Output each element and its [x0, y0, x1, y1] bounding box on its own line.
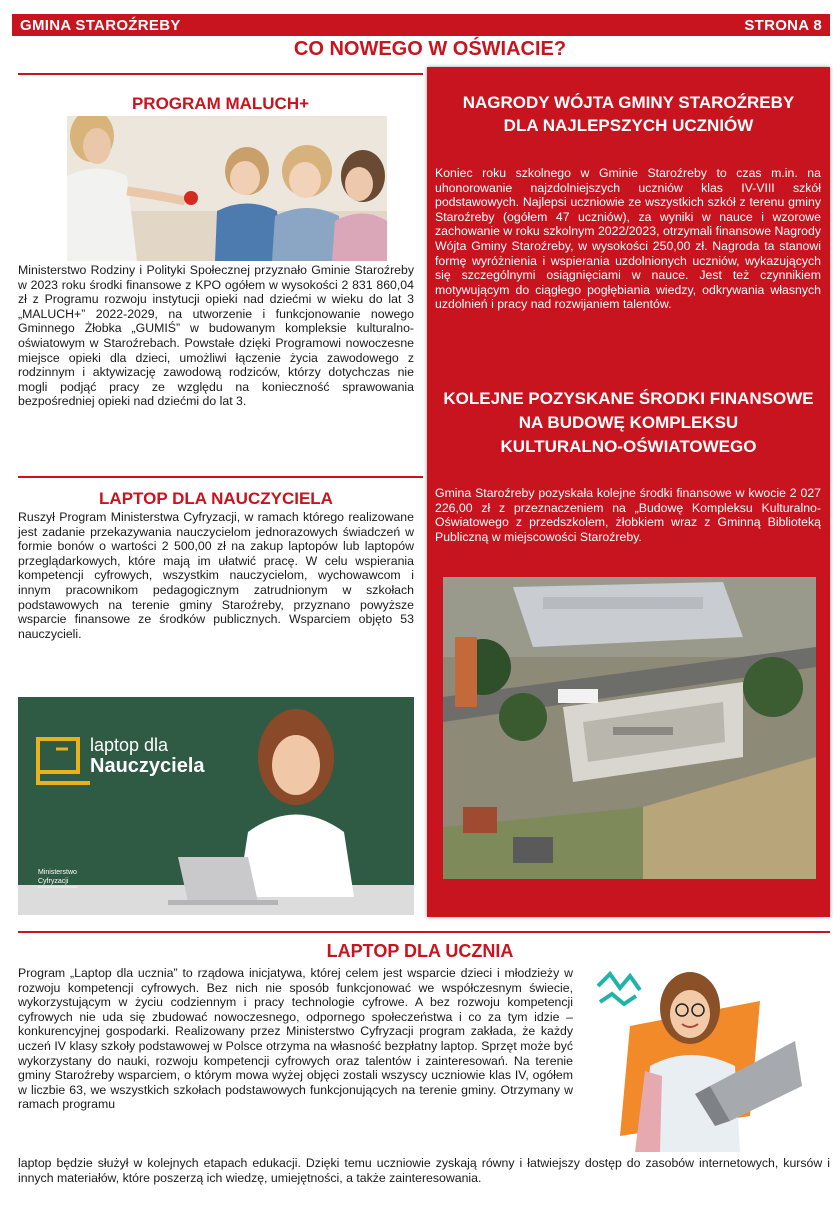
student-photo — [590, 966, 820, 1152]
header-gmina: GMINA STAROŹREBY — [20, 16, 181, 34]
laptop-teacher-text: Ruszył Program Ministerstwa Cyfryzacji, w ramach którego realizowane jest zadanie przekazywania nauczycielom jednorazowych świadczeń w formie bonów o wartości 2 500,00 zł na zakup laptopów lub laptopów przeglądarkowych, które mają im ułatwić pracę. W celu wspierania kompetencji cyfrowych, wszystkim nauczycielom, wychowawcom i innym pracownikom pedagogicznym zatrudnionym w szkołach podstawowych na terenie gminy Staroźreby, przyznano powyższe wsparcie finansowe ze środków publicznych. Wsparciem objęto 53 nauczycieli. — [18, 510, 414, 641]
laptop-student-title: LAPTOP DLA UCZNIA — [326, 941, 514, 961]
banner-ministry-1: Ministerstwo — [38, 869, 77, 876]
banner-laptop-dla: laptop dla — [90, 735, 169, 755]
laptop-teacher-banner — [18, 697, 414, 915]
maluch-title: PROGRAM MALUCH+ — [131, 94, 310, 113]
construction-aerial-photo — [443, 577, 816, 879]
maluch-text: Ministerstwo Rodziny i Polityki Społecznej przyznało Gminie Staroźreby w 2023 roku środki finansowe z KPO ogółem w wysokości 2 831 860,04 zł z Programu rozwoju instytucji opieki nad dziećmi w wieku do lat 3 „MALUCH+” 2022-2029, na utworzenie i funkcjonowanie nowego Gminnego Żłobka „GUMIŚ” w budowanym kompleksie kulturalno-oświatowym w Staroźrebach. Powstałe dzięki Programowi nowoczesne miejsce opieki dla dzieci, umożliwi łączenie życia zawodowego z rodzinnym i aktywizację zawodową rodziców, którzy dotychczas nie mogli podjąć pracy ze względu na konieczność sprawowania bezpośredniej opieki nad dziećmi do lat 3. — [18, 263, 414, 409]
laptop-student-text-full: laptop będzie służył w kolejnych etapach edukacji. Dzięki temu uczniowie zyskają równy i łatwiejszy dostęp do zasobów internetowych, kursów i innych materiałów, które poszerzą ich wiedzę, umiejętności, a także zainteresowania. — [18, 1156, 830, 1185]
student-rule — [18, 931, 830, 933]
funds-title-line3: KULTURALNO-OŚWIATOWEGO — [500, 437, 757, 456]
header-page-number: STRONA 8 — [744, 16, 822, 34]
header-bar — [12, 14, 830, 36]
awards-title-line2: DLA NAJLEPSZYCH UCZNIÓW — [503, 116, 754, 135]
banner-ministry-2: Cyfryzacji — [38, 878, 69, 885]
laptop-teacher-title: LAPTOP DLA NAUCZYCIELA — [99, 489, 333, 508]
banner-nauczyciela: Nauczyciela — [90, 755, 205, 777]
awards-title-line1: NAGRODY WÓJTA GMINY STAROŹREBY — [462, 93, 795, 112]
red-panel — [427, 67, 830, 917]
funds-title-line1: KOLEJNE POZYSKANE ŚRODKI FINANSOWE — [443, 389, 814, 408]
maluch-rule — [18, 476, 423, 478]
funds-title-line2: NA BUDOWĘ KOMPLEKSU — [518, 413, 739, 432]
maluch-photo — [67, 116, 387, 261]
awards-text: Koniec roku szkolnego w Gminie Staroźreby to czas m.in. na uhonorowanie najzdolniejszych uczniów klas IV-VIII szkół podstawowych. Najlepsi uczniowie ze wszystkich szkół z terenu gminy Staroźreby (ogółem 47 uczniów), za wyniki w nauce i wzorowe zachowanie w roku szkolnym 2022/2023, otrzymali finansowe Nagrody Wójta Gminy Staroźreby, w wysokości 250,00 zł. Nagroda ta stanowi formę wyróżnienia i wspierania uzdolnionych uczniów, wykazujących się szczególnymi osiągnięciami w nauce. Jest też czynnikiem motywującym do ciągłego pogłębiania wiedzy, odkrywania własnych uzdolnień i pracy nad rozwijaniem talentów. — [435, 166, 821, 312]
funds-text: Gmina Staroźreby pozyskała kolejne środki finansowe w kwocie 2 027 226,00 zł z przeznaczeniem na „Budowę Kompleksu Kulturalno- Oświatowego z przedszkolem, żłobkiem wraz z Gminną Biblioteką Publiczną w miejscowości Staroźreby. — [435, 486, 821, 544]
laptop-student-text-wrapped: Program „Laptop dla ucznia” to rządowa inicjatywa, której celem jest wsparcie dzieci i młodzieży w rozwoju kompetencji cyfrowych. Bez nich nie sposób funkcjonować we współczesnym świecie, wykorzystującym w życiu codziennym i pracy technologie cyfrowe. A bez rozwoju kompetencji cyfrowych nie uda się zbudować nowoczesnego, odpornego społeczeństwa i co za tym idzie – konkurencyjnej gospodarki. Realizowany przez Ministerstwo Cyfryzacji program zakłada, że każdy uczeń IV klasy szkoły podstawowej w Polsce otrzyma na własność bezpłatny laptop. Sprzęt może być wykorzystany do nauki, rozwoju kompetencji cyfrowych oraz talentów i zainteresowań. Na terenie gminy Staroźreby wsparciem, o którym mowa wyżej objęci zostali wszyscy uczniowie klas IV, ogółem w liczbie 63, we wszystkich szkołach podstawowych funkcjonujących na terenie gminy. Otrzymany w ramach programu — [18, 966, 573, 1112]
title-rule-left — [18, 73, 423, 75]
page-title: CO NOWEGO W OŚWIACIE? — [293, 38, 567, 60]
